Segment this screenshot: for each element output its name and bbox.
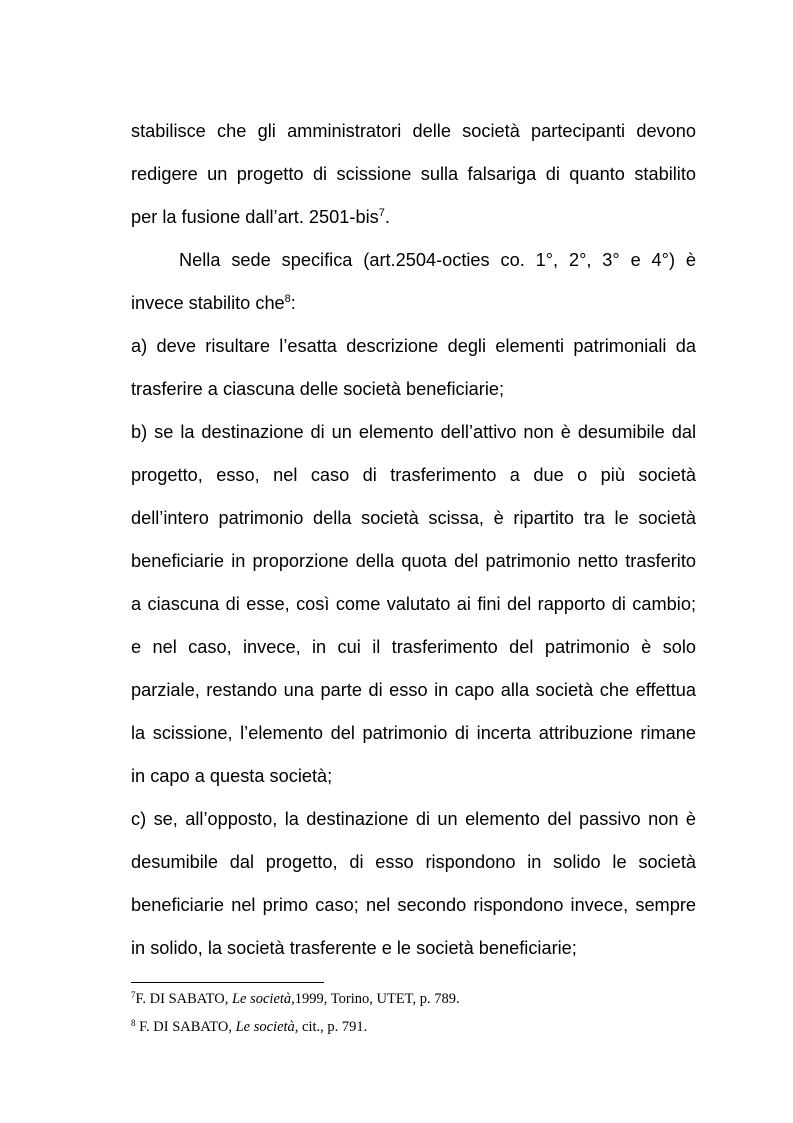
footnotes (131, 988, 696, 1044)
text-span: . (384, 207, 390, 227)
text-line: progetto, esso, nel caso di trasferimento a due o più società (131, 465, 696, 485)
text-line: beneficiarie in proporzione della quota del patrimonio netto trasferito (131, 551, 696, 571)
text-line: parziale, restando una parte di esso in capo alla società che effettua (131, 680, 696, 700)
text-line: e nel caso, invece, in cui il trasferimento del patrimonio è solo (131, 637, 696, 657)
text-line: beneficiarie nel primo caso; nel secondo rispondono invece, sempre (131, 895, 696, 915)
paragraph-2 (131, 239, 696, 325)
footnote-8 (131, 1016, 696, 1044)
list-item-c (131, 798, 696, 970)
text-line: a ciascuna di esse, così come valutato ai fini del rapporto di cambio; (131, 594, 696, 614)
paragraph-1 (131, 110, 696, 239)
text-line: in capo a questa società; (131, 766, 333, 786)
list-item-a (131, 325, 696, 411)
text-span: per la fusione dall’art. 2501-bis (131, 207, 379, 227)
footnote-divider (131, 982, 324, 983)
text-line: trasferire a ciascuna delle società beneficiarie; (131, 379, 505, 399)
text-line: b) se la destinazione di un elemento dell’attivo non è desumibile dal (131, 422, 696, 442)
footnote-title: Le società, (231, 991, 295, 1007)
text-line (131, 282, 696, 325)
footnote-details: 1999, Torino, UTET, p. 789. (294, 991, 460, 1007)
text-line: a) deve risultare l’esatta descrizione degli elementi patrimoniali da (131, 336, 696, 356)
footnote-author: F. DI SABATO, (135, 991, 232, 1007)
footnote-number: 7 (131, 990, 136, 1000)
text-line: la scissione, l’elemento del patrimonio di incerta attribuzione rimane (131, 723, 696, 743)
text-line: stabilisce che gli amministratori delle società partecipanti devono (131, 121, 696, 141)
text-line: desumibile dal progetto, di esso rispondono in solido le società (131, 852, 696, 872)
page-body (131, 110, 696, 970)
text-span: : (290, 293, 296, 313)
text-line: c) se, all’opposto, la destinazione di un elemento del passivo non è (131, 809, 696, 829)
text-line (131, 196, 696, 239)
text-line: dell’intero patrimonio della società scissa, è ripartito tra le società (131, 508, 696, 528)
footnote-author: F. DI SABATO, (135, 1019, 236, 1035)
footnote-title: Le società, (235, 1019, 299, 1035)
text-line: redigere un progetto di scissione sulla falsariga di quanto stabilito (131, 164, 696, 184)
text-span: invece stabilito che (131, 293, 285, 313)
footnote-ref-8[interactable]: 8 (284, 293, 291, 305)
text-line: Nella sede specifica (art.2504-octies co. 1°, 2°, 3° e 4°) è (179, 250, 696, 270)
footnote-7 (131, 988, 696, 1016)
footnote-ref-7[interactable]: 7 (378, 207, 385, 219)
list-item-b (131, 411, 696, 798)
footnote-details: cit., p. 791. (298, 1019, 368, 1035)
text-line: in solido, la società trasferente e le società beneficiarie; (131, 938, 577, 958)
footnote-number: 8 (131, 1018, 136, 1028)
